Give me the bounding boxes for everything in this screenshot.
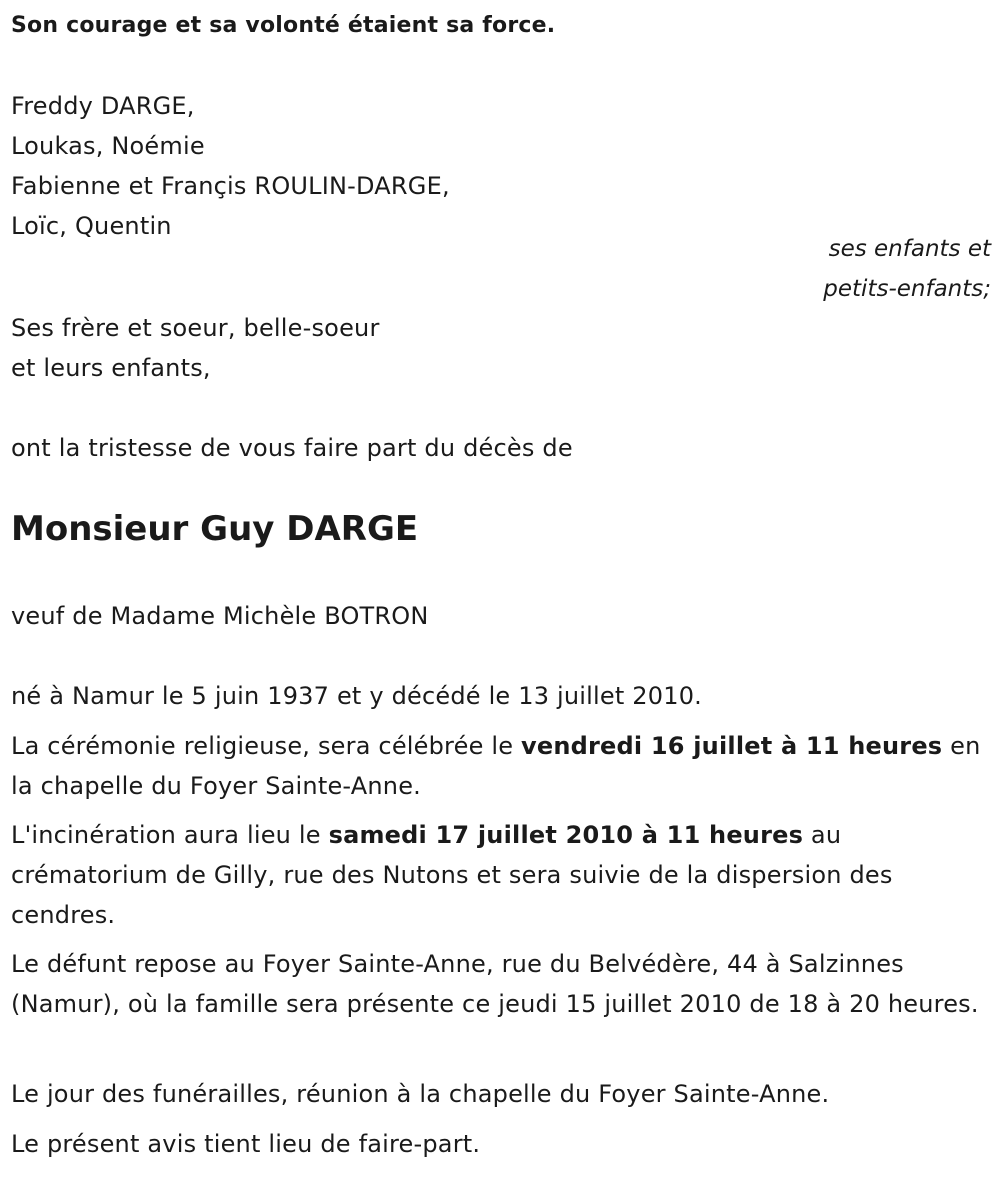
notice-paragraph: Le présent avis tient lieu de faire-part. bbox=[11, 1130, 481, 1158]
family-line: Ses frère et soeur, belle-soeur bbox=[11, 314, 380, 342]
repose-paragraph: Le défunt repose au Foyer Sainte-Anne, rue du Belvédère, 44 à Salzinnes (Namur), où la famille sera présente ce jeudi 15 juillet 2010 de 18 à 20 heures. bbox=[11, 950, 979, 1018]
incineration-paragraph bbox=[11, 815, 986, 935]
family-line: Loïc, Quentin bbox=[11, 212, 172, 240]
motto: Son courage et sa volonté étaient sa force. bbox=[11, 13, 556, 38]
announcement: ont la tristesse de vous faire part du décès de bbox=[11, 434, 573, 462]
family-line: et leurs enfants, bbox=[11, 354, 211, 382]
ceremony-date: vendredi 16 juillet à 11 heures bbox=[521, 732, 943, 760]
funeral-day-paragraph: Le jour des funérailles, réunion à la chapelle du Foyer Sainte-Anne. bbox=[11, 1080, 830, 1108]
incineration-date: samedi 17 juillet 2010 à 11 heures bbox=[328, 821, 804, 849]
family-line: Loukas, Noémie bbox=[11, 132, 205, 160]
family-line: Fabienne et Françis ROULIN-DARGE, bbox=[11, 172, 450, 200]
incineration-text: L'incinération aura lieu le bbox=[11, 821, 329, 849]
deceased-name: Monsieur Guy DARGE bbox=[11, 509, 419, 549]
family-line: Freddy DARGE, bbox=[11, 92, 195, 120]
widow-line: veuf de Madame Michèle BOTRON bbox=[11, 602, 429, 630]
ceremony-paragraph bbox=[11, 726, 986, 806]
ceremony-location: en la chapelle du Foyer Sainte-Anne. bbox=[11, 732, 981, 800]
relation-label: ses enfants et bbox=[828, 236, 991, 262]
relation-label: petits-enfants; bbox=[823, 276, 991, 302]
ceremony-text: La cérémonie religieuse, sera célébrée le bbox=[11, 732, 522, 760]
birth-death-line: né à Namur le 5 juin 1937 et y décédé le 13 juillet 2010. bbox=[11, 682, 702, 710]
incineration-location: au crématorium de Gilly, rue des Nutons et sera suivie de la dispersion des cendres. bbox=[11, 821, 893, 929]
